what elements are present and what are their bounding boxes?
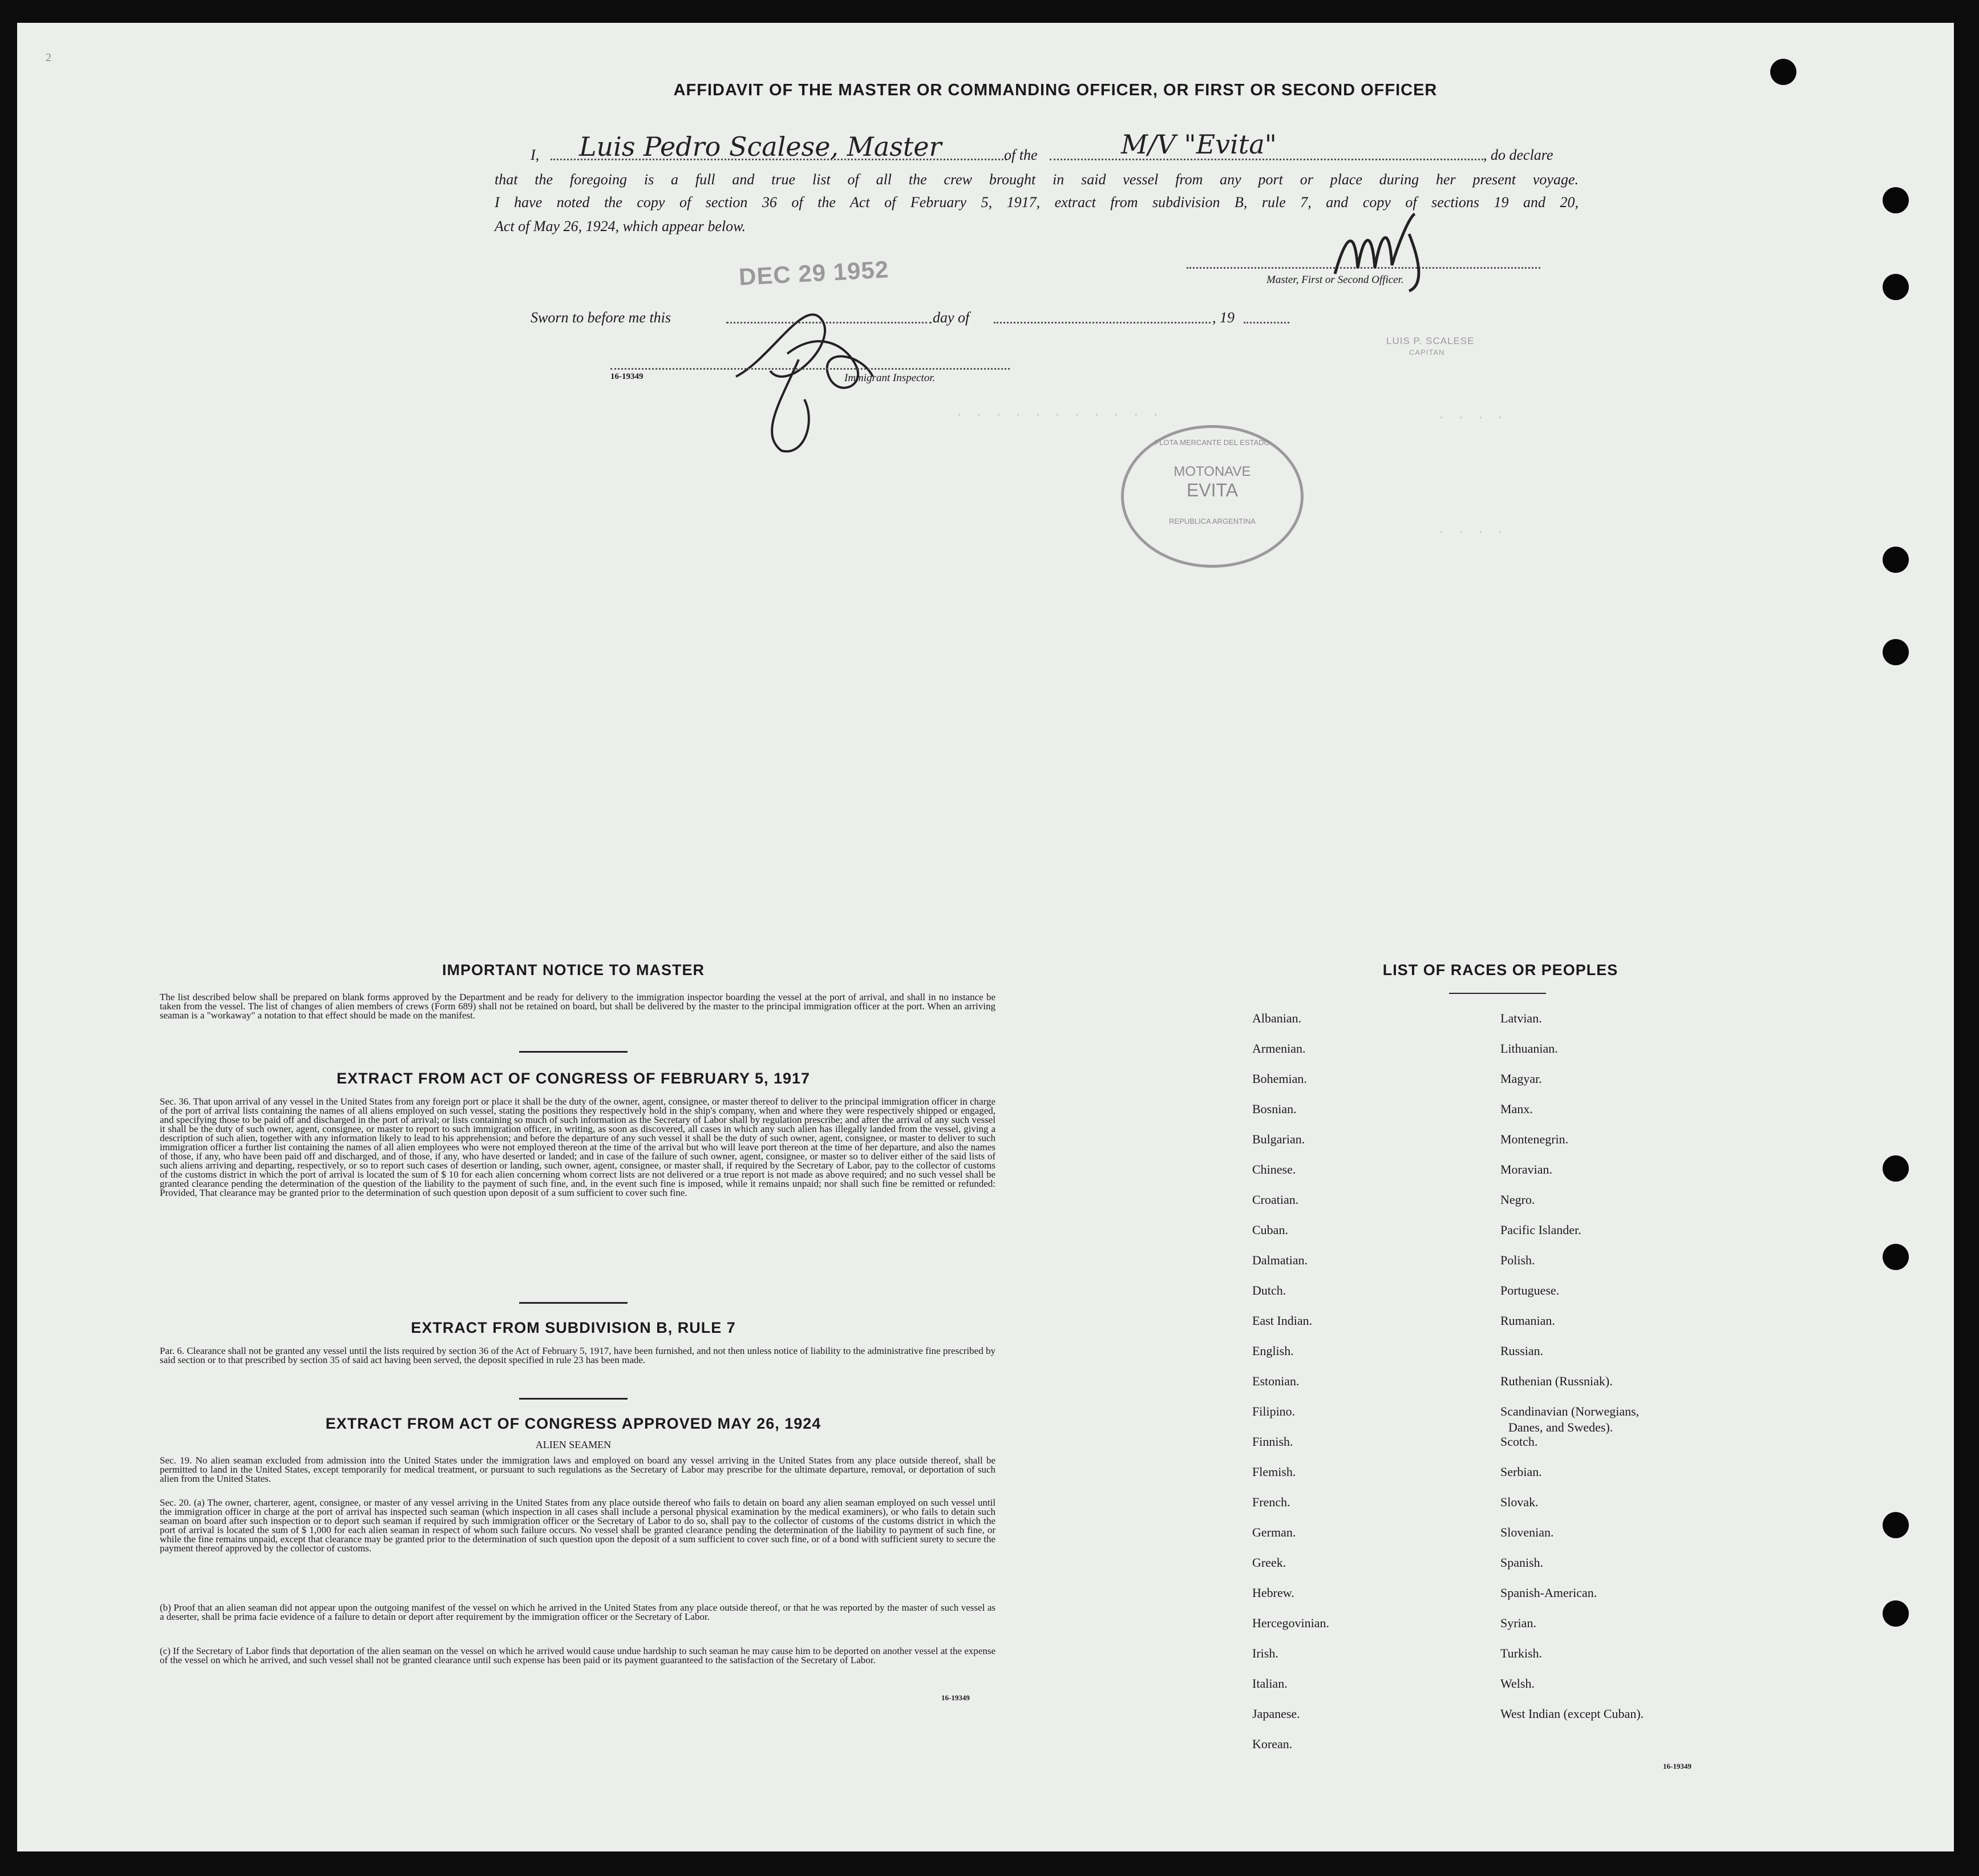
divider: [519, 1051, 628, 1053]
notice-text: The list described below shall be prepared on blank forms approved by the Department and be ready for delivery to the immigration inspector boarding the vessel at the port of arrival, and shall in no instance be taken from the vessel. The list of changes of alien members of crews (Form 689) shall not be retained on board, but shall be delivered by the master to the principal immigration officer at the port. When an arriving seaman is a "workaway" a notation to that effect should be made on the manifest.: [160, 992, 995, 1021]
race-item: Cuban.: [1252, 1223, 1288, 1237]
sworn-year: , 19: [1212, 309, 1235, 326]
extract-form-number: 16-19349: [941, 1693, 970, 1702]
race-item: Welsh.: [1500, 1676, 1535, 1691]
race-item: Montenegrin.: [1500, 1132, 1569, 1146]
race-item: German.: [1252, 1525, 1296, 1539]
punch-hole: [1883, 547, 1909, 573]
race-item: West Indian (except Cuban).: [1500, 1707, 1644, 1721]
date-stamp: DEC 29 1952: [738, 256, 890, 290]
vessel-stamp-bottom: REPUBLICA ARGENTINA: [1169, 517, 1256, 525]
sworn-day-of: day of: [933, 309, 970, 326]
vessel-stamp-line2: EVITA: [1186, 480, 1239, 500]
punch-hole: [1883, 274, 1909, 300]
race-item: Japanese.: [1252, 1707, 1300, 1721]
race-item: Korean.: [1252, 1737, 1293, 1751]
name-stamp-sub: CAPITAN: [1409, 348, 1445, 357]
race-item: Spanish-American.: [1500, 1586, 1597, 1600]
vessel-stamp: [1121, 425, 1304, 568]
vessel-stamp-line1: MOTONAVE: [1173, 464, 1251, 479]
punch-hole: [1883, 1600, 1909, 1627]
race-item: Bosnian.: [1252, 1102, 1297, 1116]
inspector-form-number: 16-19349: [610, 372, 644, 381]
race-item: Hebrew.: [1252, 1586, 1294, 1600]
race-item: Portuguese.: [1500, 1283, 1560, 1297]
affidavit-i: I,: [531, 147, 540, 163]
affidavit-of-the: of the: [1004, 147, 1038, 163]
sworn-prefix: Sworn to before me this: [531, 309, 671, 326]
vessel-name-handwritten: M/V "Evita": [1121, 129, 1277, 160]
affidavit-line-2: that the foregoing is a full and true list of all the crew brought in said vessel from any port or place during her present voyage.: [495, 171, 1579, 188]
affidavit-line-3: I have noted the copy of section 36 of the Act of February 5, 1917, extract from subdivision B, rule 7, and copy of sections 19 and 20,: [495, 194, 1579, 211]
extract-1917-title: EXTRACT FROM ACT OF CONGRESS OF FEBRUARY 5, 1917: [336, 1070, 811, 1087]
race-item: Moravian.: [1500, 1162, 1553, 1176]
race-item: Scotch.: [1500, 1434, 1538, 1449]
vessel-stamp-outer: FLOTA MERCANTE DEL ESTADO: [1155, 438, 1270, 447]
race-item: Estonian.: [1252, 1374, 1300, 1388]
race-item: Polish.: [1500, 1253, 1535, 1267]
race-item: Bulgarian.: [1252, 1132, 1305, 1146]
extract-1924-title: EXTRACT FROM ACT OF CONGRESS APPROVED MAY 26, 1924: [325, 1415, 821, 1432]
show-through-row: · · · ·: [1438, 525, 1507, 539]
race-item: Dutch.: [1252, 1283, 1286, 1297]
extract-rule7-title: EXTRACT FROM SUBDIVISION B, RULE 7: [411, 1319, 736, 1336]
race-item: Turkish.: [1500, 1646, 1543, 1660]
sworn-month-line: [994, 322, 1211, 324]
punch-hole: [1883, 639, 1909, 665]
races-form-number: 16-19349: [1663, 1762, 1691, 1770]
name-stamp: LUIS P. SCALESE: [1386, 335, 1475, 346]
race-item: Irish.: [1252, 1646, 1278, 1660]
race-item: Italian.: [1252, 1676, 1288, 1691]
race-item: Hercegovinian.: [1252, 1616, 1329, 1630]
show-through-row: · · · ·: [1438, 411, 1507, 425]
race-item: Dalmatian.: [1252, 1253, 1308, 1267]
race-item: Slovenian.: [1500, 1525, 1554, 1539]
extract-1924-subtitle: ALIEN SEAMEN: [535, 1439, 612, 1450]
extract-1924-sec20b: (b) Proof that an alien seaman did not appear upon the outgoing manifest of the vessel on which he arrived in the United States from any place outside thereof, or that he was reported by the master of such vessel as a deserter, shall be prima facie evidence of a failure to detain or deport after requirement by the immigration officer or the Secretary of Labor.: [160, 1602, 995, 1622]
punch-hole: [1883, 187, 1909, 213]
extract-1917-text: Sec. 36. That upon arrival of any vessel in the United States from any foreign port or place it shall be the duty of the owner, agent, consignee, or master thereof to deliver to the principal immigration officer in charge of the port of arrival lists containing the names of all aliens employed on such vessel, stating the positions they respectively hold in the ship's company, when and where they were respectively shipped or engaged, and specifying those to be paid off and discharged in the port of arrival; or lists containing so much of such information as the Secretary of Labor shall by regulation prescribe; and after the arrival of any such vessel it shall be the duty of such owner, agent, consignee, or master to report to such immigration officer, in writing, as soon as discovered, all cases in which any such alien has illegally landed from the vessel, giving a description of such alien, together with any information likely to lead to his apprehension; and before the departure of any such vessel it shall be the duty of such owner, agent, consignee, or master to deliver to such immigration officer a further list containing the names of all alien employees who were not employed thereon at the time of the arrival but who will leave port thereon at the time of her departure, and also the names of those, if any, who have been paid off and discharged, and of those, if any, who have deserted or landed; and in case of the failure of such owner, agent, consignee, or master so to deliver either of the said lists of such aliens arriving and departing, respectively, or so to report such cases of desertion or landing, such owner, agent, consignee, or master shall, if required by the Secretary of Labor, pay to the collector of customs of the customs district in which the port of arrival is located the sum of $ 10 for each alien concerning whom correct lists are not delivered or a true report is not made as above required; and no such vessel shall be granted clearance pending the determination of the question of the liability to the payment of such fine, and, in the event such fine is imposed, while it remains unpaid; nor shall such fine be remitted or refunded: Provided, That clearance may be granted prior to the determination of such question upon deposit of a sum sufficient to cover such fine.: [160, 1096, 995, 1198]
race-item: Albanian.: [1252, 1011, 1302, 1025]
race-item: Bohemian.: [1252, 1072, 1307, 1086]
inspector-label: Immigrant Inspector.: [844, 372, 936, 384]
master-signature-label: Master, First or Second Officer.: [1266, 274, 1404, 286]
race-item: Syrian.: [1500, 1616, 1536, 1630]
race-item: Russian.: [1500, 1344, 1544, 1358]
page-number: 2: [46, 51, 51, 64]
affidavit-do-declare: , do declare: [1483, 147, 1553, 163]
extract-1924-sec20c: (c) If the Secretary of Labor finds that deportation of the alien seaman on the vessel on which he arrived would cause undue hardship to such seaman he may cause him to be deported on another vessel at the expense of the vessel on which he arrived, and such vessel shall not be granted clearance until such expense has been paid or its payment guaranteed to the satisfaction of the Secretary of Labor.: [160, 1645, 995, 1665]
race-item: Flemish.: [1252, 1465, 1296, 1479]
race-item: Danes, and Swedes).: [1508, 1420, 1613, 1434]
races-title: LIST OF RACES OR PEOPLES: [1382, 961, 1618, 979]
punch-hole: [1883, 1244, 1909, 1270]
race-item: Serbian.: [1500, 1465, 1542, 1479]
punch-hole: [1883, 1512, 1909, 1538]
affidavit-page: [17, 23, 1954, 1851]
extract-1924-sec20a: Sec. 20. (a) The owner, charterer, agent, consignee, or master of any vessel arriving in the United States from any place outside thereof who fails to detain on board any alien seaman employed on such vessel until the immigration officer in charge at the port of arrival has inspected such seaman (which inspection in all cases shall include a personal physical examination by the medical examiners), or who fails to detain such seaman on board after such inspection or to deport such seaman if required by such immigration officer or the Secretary of Labor to do so, shall pay to the collector of customs of the customs district in which the port of arrival is located the sum of $ 1,000 for each alien seaman in respect of whom such failure occurs. No vessel shall be granted clearance pending the determination of the liability to payment of such fine, or while the fine remains unpaid, except that clearance may be granted prior to the determination of such question upon the deposit of a sum sufficient to cover such fine, or of a bond with sufficient surety to secure the payment thereof approved by the collector of customs.: [160, 1497, 995, 1554]
punch-hole: [1770, 59, 1796, 85]
race-item: English.: [1252, 1344, 1294, 1358]
race-item: Chinese.: [1252, 1162, 1296, 1176]
race-item: Magyar.: [1500, 1072, 1542, 1086]
race-item: Spanish.: [1500, 1555, 1544, 1570]
race-item: Manx.: [1500, 1102, 1533, 1116]
race-item: Armenian.: [1252, 1041, 1306, 1056]
master-name-handwritten: Luis Pedro Scalese, Master: [579, 131, 942, 162]
race-item: Negro.: [1500, 1192, 1535, 1207]
divider: [519, 1302, 628, 1304]
divider: [1449, 993, 1546, 994]
divider: [519, 1398, 628, 1400]
race-item: Latvian.: [1500, 1011, 1542, 1025]
race-item: Greek.: [1252, 1555, 1286, 1570]
inspector-line: [610, 368, 1010, 370]
race-item: Filipino.: [1252, 1404, 1296, 1418]
extract-1924-sec19: Sec. 19. No alien seaman excluded from admission into the United States under the immigration laws and employed on board any vessel arriving in the United States from any place outside thereof, shall be permitted to land in the United States, except temporarily for medical treatment, or pursuant to such regulations as the Secretary of Labor may prescribe for the ultimate departure, removal, or deportation of such alien from the United States.: [160, 1455, 995, 1484]
race-item: Pacific Islander.: [1500, 1223, 1581, 1237]
race-item: French.: [1252, 1495, 1290, 1509]
race-item: Scandinavian (Norwegians,: [1500, 1404, 1640, 1418]
affidavit-title: AFFIDAVIT OF THE MASTER OR COMMANDING OFFICER, OR FIRST OR SECOND OFFICER: [673, 81, 1438, 99]
race-item: Rumanian.: [1500, 1313, 1555, 1328]
punch-hole: [1883, 1155, 1909, 1182]
race-item: Finnish.: [1252, 1434, 1293, 1449]
show-through-row: · · · · · · · · · · ·: [956, 408, 1162, 422]
extract-rule7-text: Par. 6. Clearance shall not be granted any vessel until the lists required by section 36 of the Act of February 5, 1917, have been furnished, and not then unless notice of liability to the administrative fine prescribed by said section or to that prescribed by section 35 of said act having been served, the deposit specified in rule 23 has been made.: [160, 1345, 995, 1365]
race-item: Lithuanian.: [1500, 1041, 1558, 1056]
notice-title: IMPORTANT NOTICE TO MASTER: [442, 961, 705, 979]
race-item: Slovak.: [1500, 1495, 1539, 1509]
race-item: East Indian.: [1252, 1313, 1313, 1328]
race-item: Croatian.: [1252, 1192, 1299, 1207]
affidavit-line-4: Act of May 26, 1924, which appear below.: [495, 218, 746, 234]
race-item: Ruthenian (Russniak).: [1500, 1374, 1613, 1388]
sworn-year-line: [1244, 322, 1289, 324]
inspector-signature: [702, 285, 930, 456]
